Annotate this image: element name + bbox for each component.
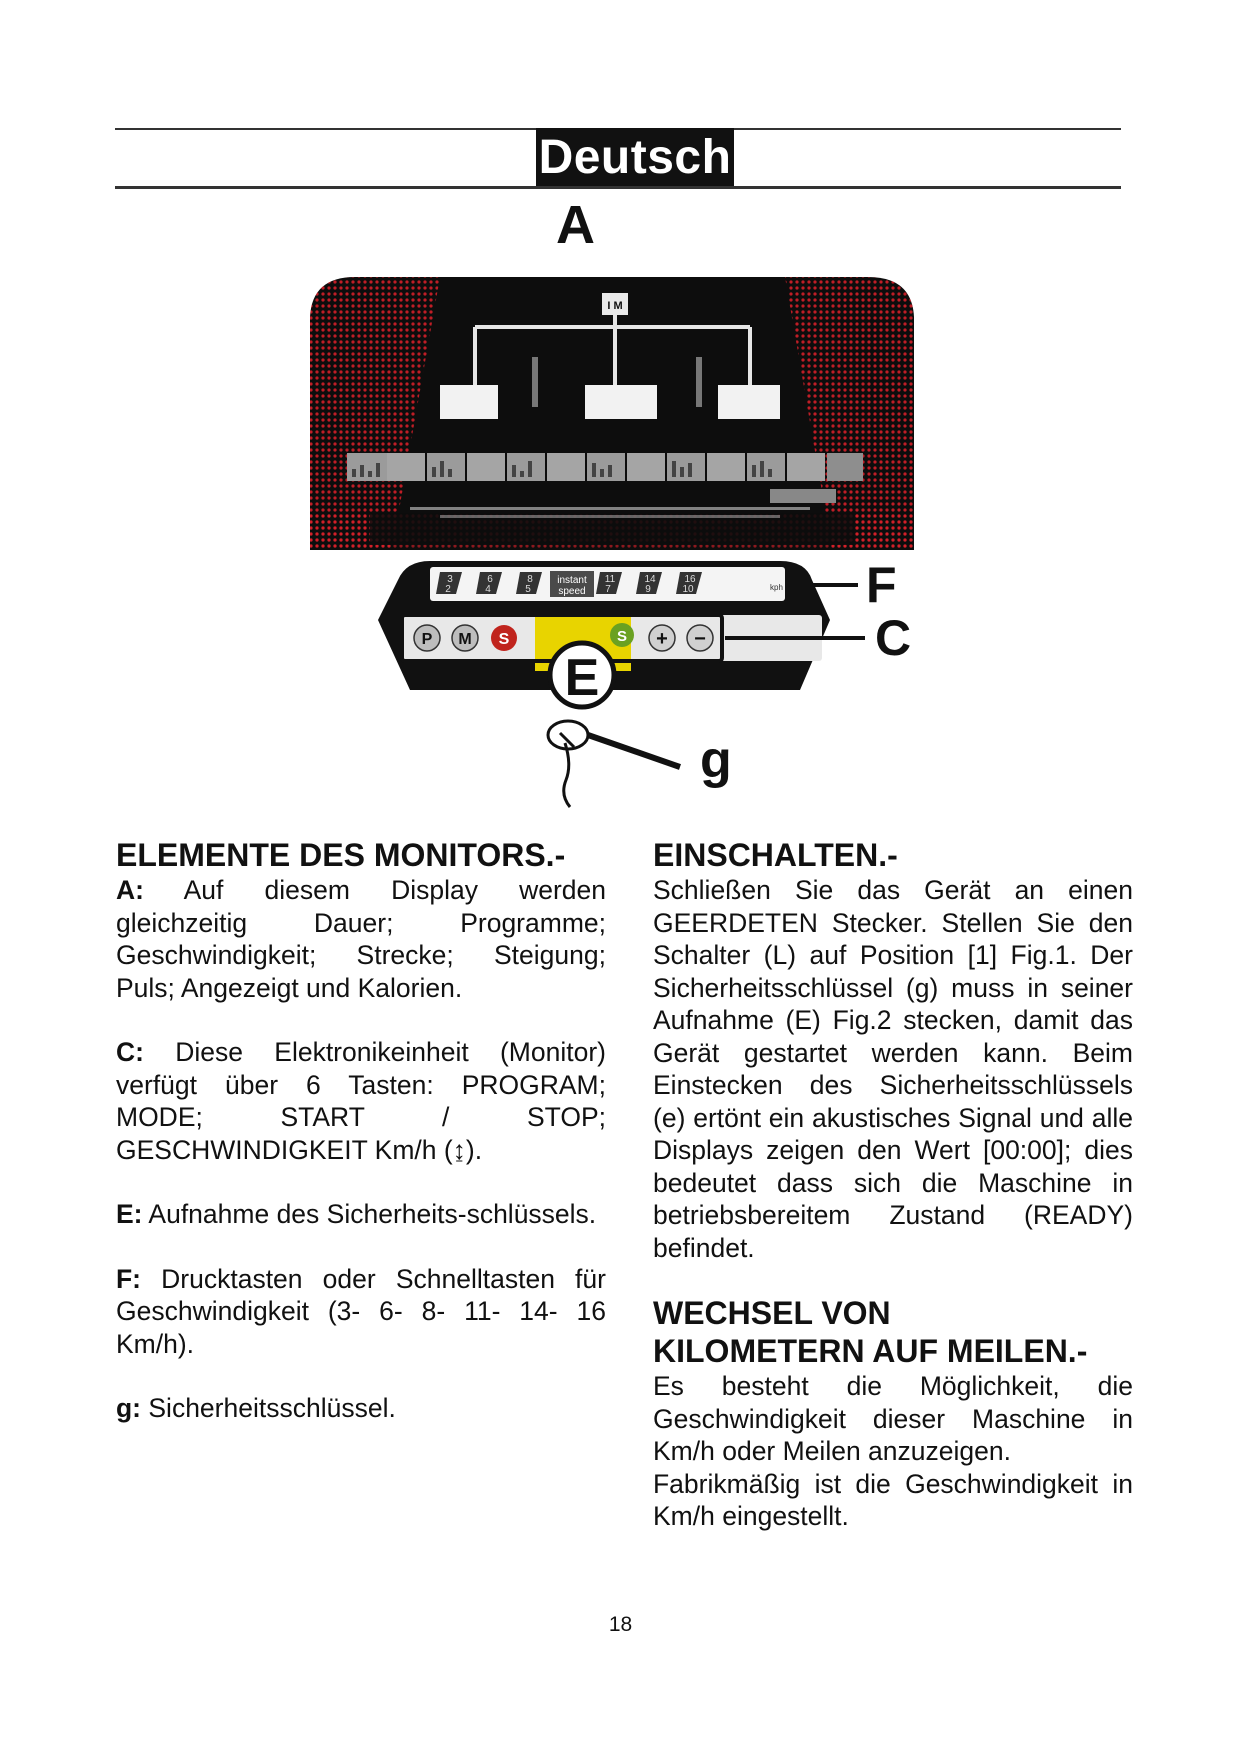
safety-key — [548, 721, 680, 807]
speed-key-11: 11 — [604, 574, 616, 585]
item-c-key: C: — [116, 1037, 144, 1067]
item-e-key: E: — [116, 1199, 143, 1229]
power-on-title: EINSCHALTEN.- — [653, 837, 898, 873]
speed-key-5: 5 — [525, 584, 531, 595]
display-panel — [310, 277, 914, 550]
item-a — [116, 874, 606, 1004]
km-miles-title-line2: KILOMETERN AUF MEILEN.- — [653, 1333, 1088, 1369]
page-number: 18 — [608, 1613, 633, 1636]
plus-button-label: + — [656, 628, 668, 650]
item-a-key: A: — [116, 875, 144, 905]
item-g-key: g: — [116, 1393, 142, 1423]
language-heading: Deutsch — [536, 128, 734, 188]
label-c: C — [875, 610, 912, 666]
item-e — [116, 1198, 606, 1231]
speed-key-10: 10 — [682, 584, 694, 595]
start-button-label: S — [616, 628, 628, 645]
item-g — [116, 1392, 606, 1425]
item-g-text: Sicherheitsschlüssel. — [141, 1393, 396, 1423]
monitor-figure — [140, 195, 1120, 835]
label-a: A — [556, 195, 595, 255]
brand-logo: I M — [607, 300, 623, 312]
mode-button-label: M — [458, 631, 472, 648]
item-c — [116, 1036, 606, 1166]
speed-key-6: 6 — [487, 574, 493, 585]
item-a-text: Auf diesem Display werden gleichzeitig Dauer; Programme; Geschwindigkeit; Strecke; Steigung; Puls; Angezeigt und Kalorien. — [116, 875, 606, 1003]
speed-key-8: 8 — [527, 574, 533, 585]
speed-key-4: 4 — [485, 584, 491, 595]
stop-button-label: S — [498, 631, 510, 648]
item-e-text: Aufnahme des Sicherheits-schlüssels. — [142, 1199, 597, 1229]
instant-speed-label-2: speed — [558, 586, 586, 597]
program-button-label: P — [421, 631, 433, 648]
item-f-key: F: — [116, 1263, 142, 1294]
speed-key-16: 16 — [684, 574, 696, 585]
km-miles-default-text: Fabrikmäßig ist die Geschwindigkeit in Km/h eingestellt. — [653, 1468, 1133, 1531]
speed-key-7: 7 — [605, 584, 611, 595]
item-f — [116, 1263, 606, 1361]
control-console — [378, 561, 830, 707]
km-miles-text: Es besteht die Möglichkeit, die Geschwindigkeit dieser Maschine in Km/h oder Meilen anzuzeigen. — [653, 1371, 1133, 1466]
item-f-text: Drucktasten oder Schnelltasten für Geschwindigkeit (3- 6- 8- 11- 14- 16 Km/h). — [116, 1263, 606, 1359]
instant-speed-label-1: instant — [557, 575, 587, 586]
km-miles-title-line1: WECHSEL VON — [653, 1295, 891, 1331]
power-on-text: Schließen Sie das Gerät an einen GEERDETEN Stecker. Stellen Sie den Schalter (L) auf Position [1] Fig.1. Der Sicherheitsschlüssel (g) muss in seiner Aufnahme (E) Fig.2 stecken, damit das Gerät gestartet werden kann. Beim Einstecken des Sicherheitsschlüssels (e) ertönt ein akustisches Signal und alle Displays zeigen den Wert [00:00]; dies bedeutet dass sich die Maschine in betriebsbereitem Zustand (READY) befindet. — [653, 875, 1133, 1263]
label-g: g — [700, 731, 732, 789]
header-rule-bottom — [115, 186, 1121, 189]
monitor-elements-section — [116, 836, 606, 1425]
speed-key-9: 9 — [645, 584, 651, 595]
power-on-section — [653, 836, 1133, 1533]
minus-button-label: − — [694, 628, 706, 650]
speed-key-3: 3 — [447, 574, 453, 585]
label-f: F — [866, 557, 897, 613]
speed-key-2: 2 — [445, 584, 451, 595]
speed-unit: kph — [770, 583, 783, 592]
monitor-elements-title: ELEMENTE DES MONITORS.- — [116, 837, 566, 873]
speed-key-14: 14 — [644, 574, 656, 585]
item-c-text: Diese Elektronikeinheit (Monitor) verfügt über 6 Tasten: PROGRAM; MODE; START / STOP; GESCHWINDIGKEIT Km/h (↨). — [116, 1037, 606, 1165]
label-e: E — [564, 649, 600, 707]
